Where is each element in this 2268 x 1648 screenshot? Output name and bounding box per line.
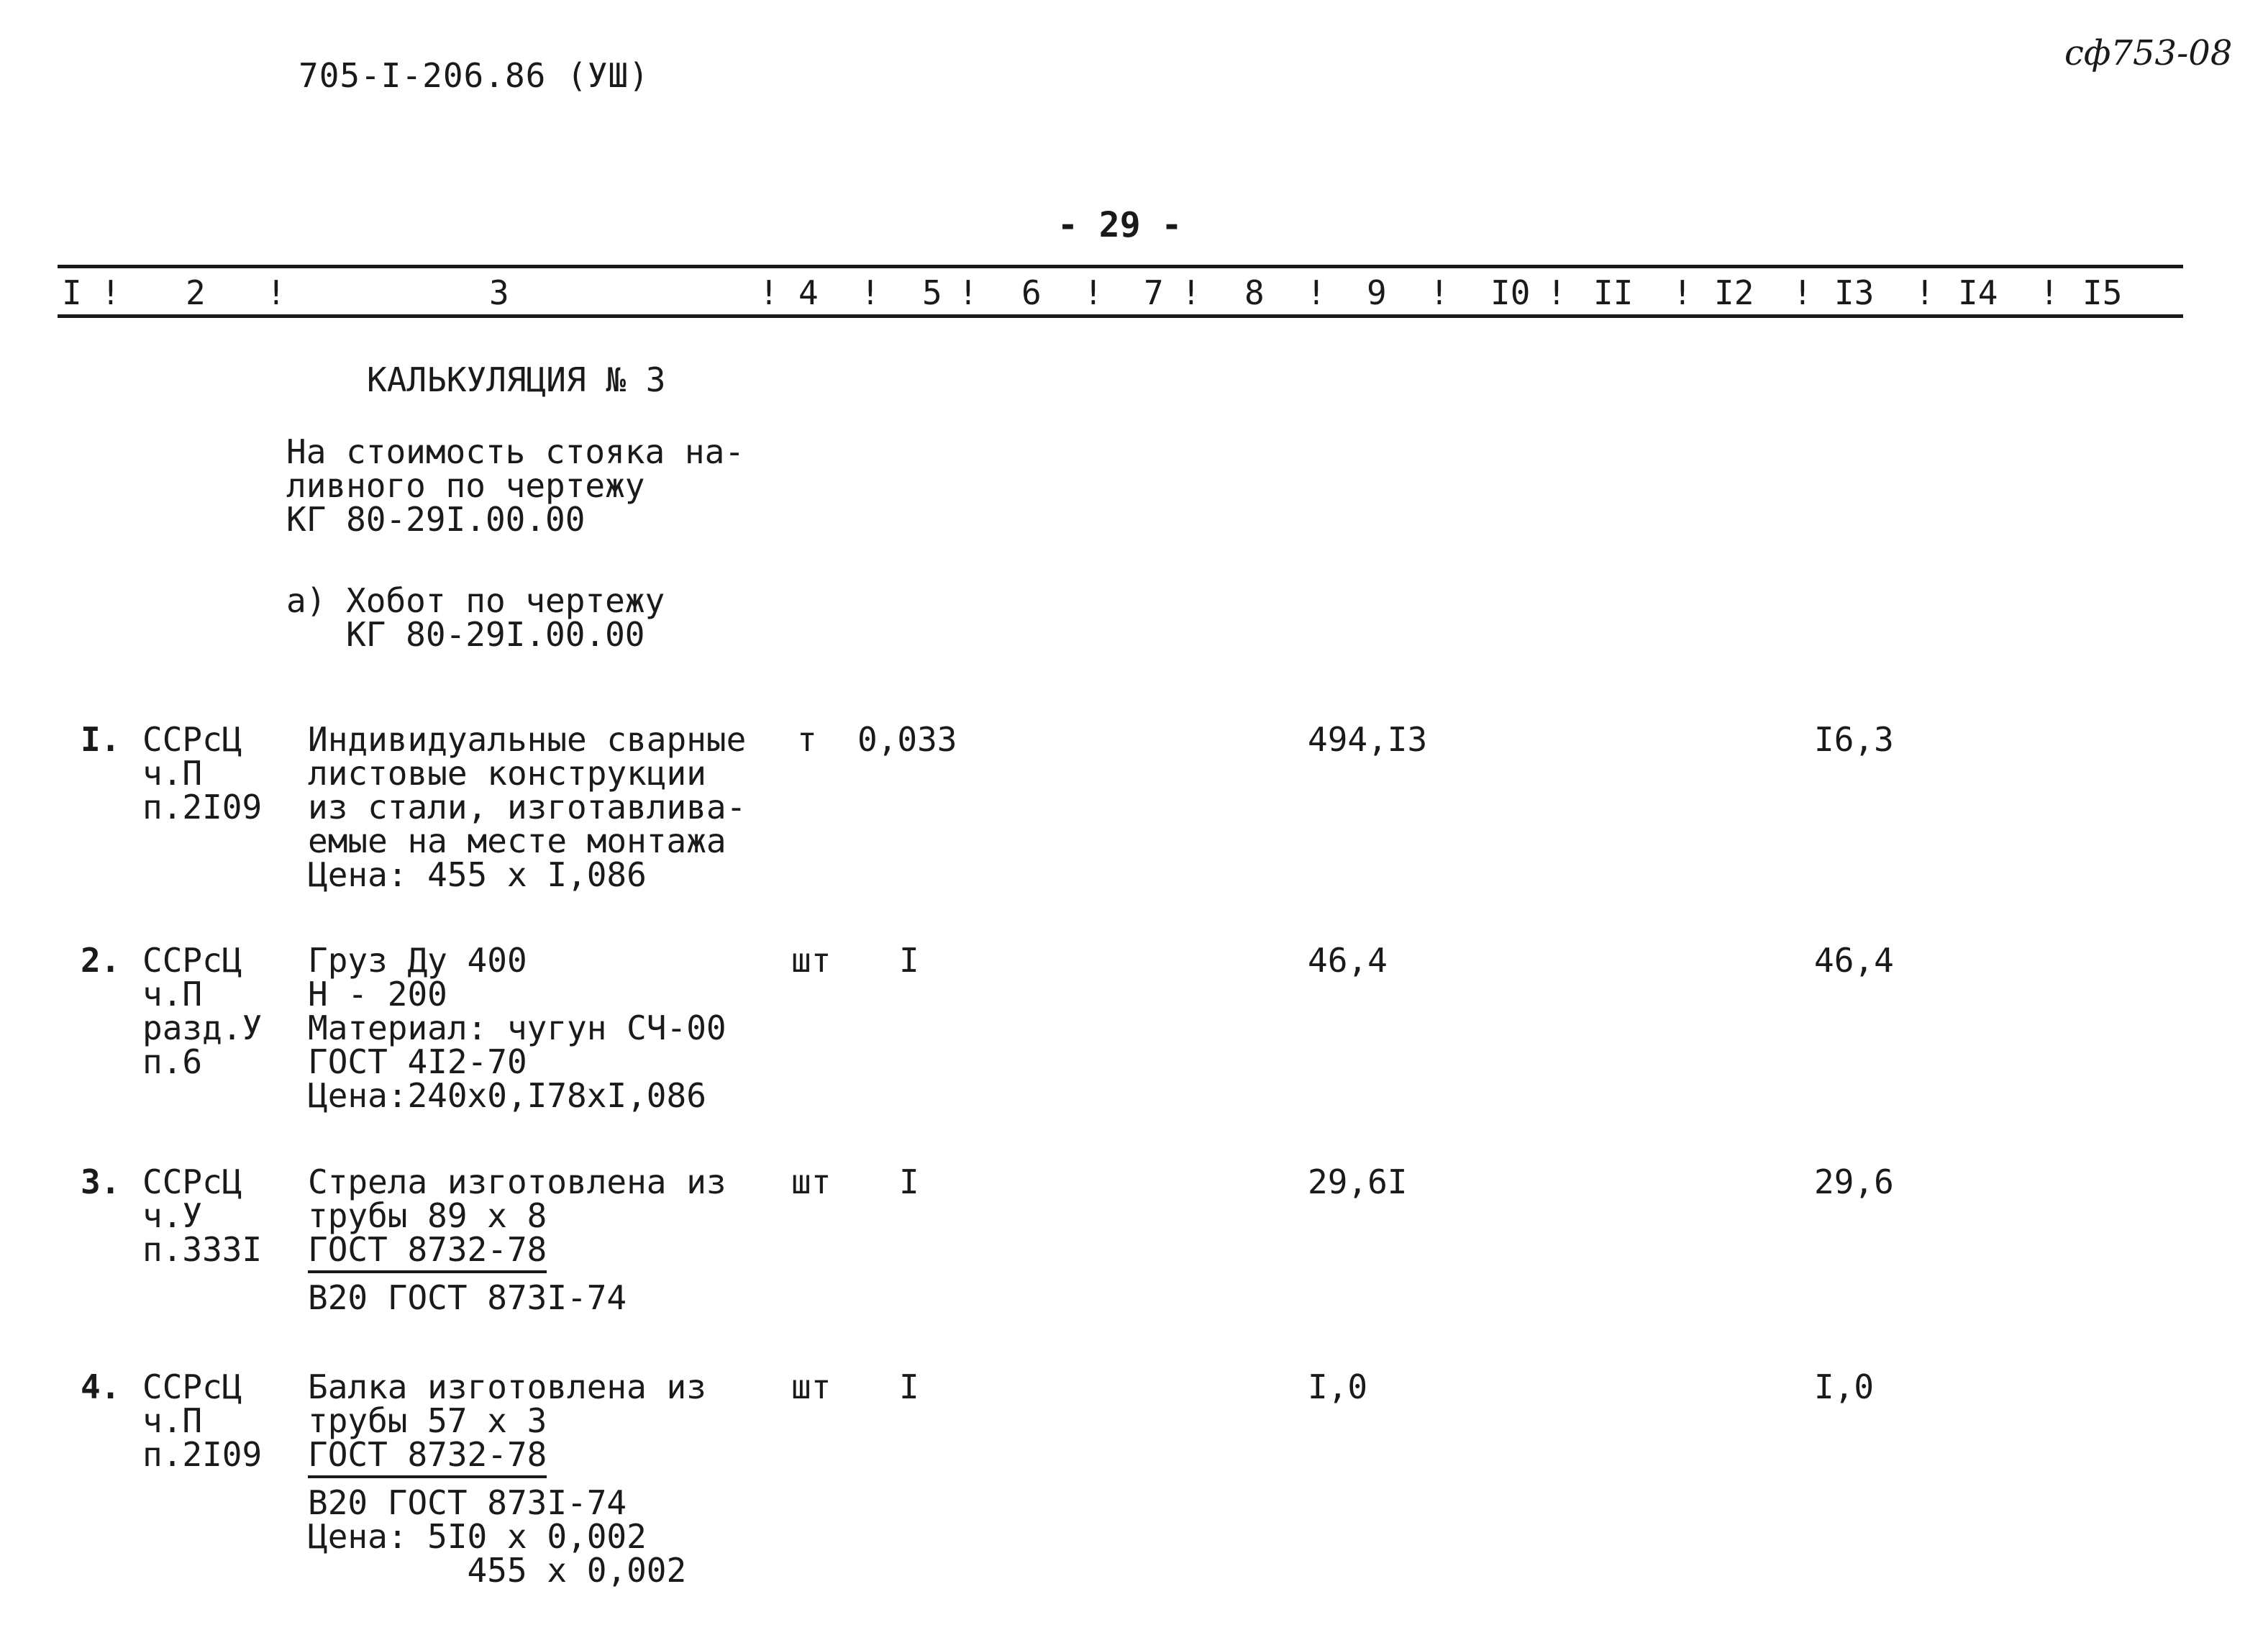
column-separator: !: [1306, 273, 1326, 312]
row-reference-line: ССРсЦ: [142, 720, 242, 759]
column-separator: !: [860, 273, 880, 312]
column-header-10: I0: [1490, 273, 1531, 312]
row-unit: шт: [791, 941, 832, 980]
underlined-standard: ГОСТ 8732-78: [308, 1230, 547, 1273]
row-number: 2.: [81, 941, 121, 980]
column-separator: !: [1915, 273, 1935, 312]
row-unit: шт: [791, 1162, 832, 1201]
row-total: I6,3: [1814, 720, 1894, 759]
underlined-standard: ГОСТ 8732-78: [308, 1435, 547, 1478]
row-total: 46,4: [1814, 941, 1894, 980]
column-separator: !: [958, 273, 978, 312]
row-description-line: Груз Ду 400: [308, 941, 527, 980]
column-header-12: I2: [1714, 273, 1754, 312]
column-separator: !: [1793, 273, 1813, 312]
column-header-4: 4: [798, 273, 819, 312]
subitem-a-line: а) Хобот по чертежу: [286, 581, 665, 620]
column-header-5: 5: [922, 273, 942, 312]
column-header-15: I5: [2082, 273, 2123, 312]
column-separator: !: [759, 273, 779, 312]
column-separator: !: [1181, 273, 1201, 312]
row-quantity: 0,033: [857, 720, 957, 759]
row-description-line: Цена:240х0,I78хI,086: [308, 1076, 706, 1115]
row-reference-line: ч.П: [142, 975, 203, 1014]
row-reference-line: п.333I: [142, 1230, 263, 1269]
row-description-line: В20 ГОСТ 873I-74: [308, 1483, 627, 1522]
row-total: 29,6: [1814, 1162, 1894, 1201]
row-reference-line: п.2I09: [142, 1435, 263, 1474]
calculation-subtitle-line: КГ 80-29I.00.00: [286, 500, 586, 539]
row-description-line: емые на месте монтажа: [308, 821, 727, 860]
row-number: 4.: [81, 1367, 121, 1406]
column-separator: !: [266, 273, 286, 312]
row-description-line: Балка изготовлена из: [308, 1367, 706, 1406]
row-reference-line: п.2I09: [142, 788, 263, 827]
column-header-2: 2: [186, 273, 206, 312]
row-description-line: В20 ГОСТ 873I-74: [308, 1278, 627, 1317]
column-header-14: I4: [1958, 273, 1998, 312]
row-number: 3.: [81, 1162, 121, 1201]
row-quantity: I: [899, 1367, 919, 1406]
row-description-line: трубы 89 х 8: [308, 1196, 547, 1235]
row-description-line: Цена: 455 х I,086: [308, 855, 647, 894]
row-reference-line: разд.У: [142, 1009, 263, 1047]
sheet-mark: сф753-08: [2064, 33, 2233, 73]
column-header-11: II: [1593, 273, 1634, 312]
row-reference-line: ч.П: [142, 754, 203, 793]
column-header-1: I: [62, 273, 82, 312]
column-header-13: I3: [1834, 273, 1875, 312]
column-header-3: 3: [489, 273, 509, 312]
page-number: - 29 -: [1057, 205, 1183, 245]
document-code: 705-I-206.86 (УШ): [299, 56, 650, 95]
row-unit-price: 46,4: [1308, 941, 1388, 980]
column-separator: !: [1083, 273, 1103, 312]
column-separator: !: [1672, 273, 1693, 312]
row-reference-line: п.6: [142, 1042, 203, 1081]
calculation-title: КАЛЬКУЛЯЦИЯ № 3: [367, 360, 666, 399]
calculation-subtitle-line: ливного по чертежу: [286, 466, 645, 505]
row-description-line: Н - 200: [308, 975, 447, 1014]
column-separator: !: [2039, 273, 2059, 312]
row-unit-price: 29,6I: [1308, 1162, 1408, 1201]
column-header-7: 7: [1144, 273, 1164, 312]
row-description-line: трубы 57 х 3: [308, 1401, 547, 1440]
row-description-line: Материал: чугун СЧ-00: [308, 1009, 727, 1047]
subitem-a-line: КГ 80-29I.00.00: [286, 615, 645, 654]
row-description-line: из стали, изготавлива-: [308, 788, 747, 827]
column-separator: !: [101, 273, 121, 312]
row-reference-line: ССРсЦ: [142, 1162, 242, 1201]
row-reference-line: ССРсЦ: [142, 1367, 242, 1406]
row-reference-line: ч.У: [142, 1196, 203, 1235]
row-quantity: I: [899, 941, 919, 980]
row-description-line: 455 х 0,002: [308, 1551, 687, 1590]
row-unit-price: I,0: [1308, 1367, 1368, 1406]
header-rule-bottom: [58, 314, 2183, 318]
column-header-8: 8: [1244, 273, 1265, 312]
calculation-subtitle-line: На стоимость стояка на-: [286, 432, 744, 471]
row-description-line: Стрела изготовлена из: [308, 1162, 727, 1201]
row-description-line: Цена: 5I0 х 0,002: [308, 1517, 647, 1556]
row-description-line: ГОСТ 4I2-70: [308, 1042, 527, 1081]
column-header-9: 9: [1367, 273, 1387, 312]
row-unit: т: [797, 720, 817, 759]
row-unit-price: 494,I3: [1308, 720, 1428, 759]
row-unit: шт: [791, 1367, 832, 1406]
column-separator: !: [1547, 273, 1567, 312]
row-reference-line: ч.П: [142, 1401, 203, 1440]
column-header-6: 6: [1021, 273, 1042, 312]
column-separator: !: [1429, 273, 1449, 312]
row-quantity: I: [899, 1162, 919, 1201]
row-total: I,0: [1814, 1367, 1875, 1406]
header-rule-top: [58, 265, 2183, 268]
row-description-line: [308, 1230, 547, 1269]
row-description-line: листовые конструкции: [308, 754, 706, 793]
row-description-line: Индивидуальные сварные: [308, 720, 747, 759]
row-description-line: [308, 1435, 547, 1474]
row-number: I.: [81, 720, 121, 759]
row-reference-line: ССРсЦ: [142, 941, 242, 980]
